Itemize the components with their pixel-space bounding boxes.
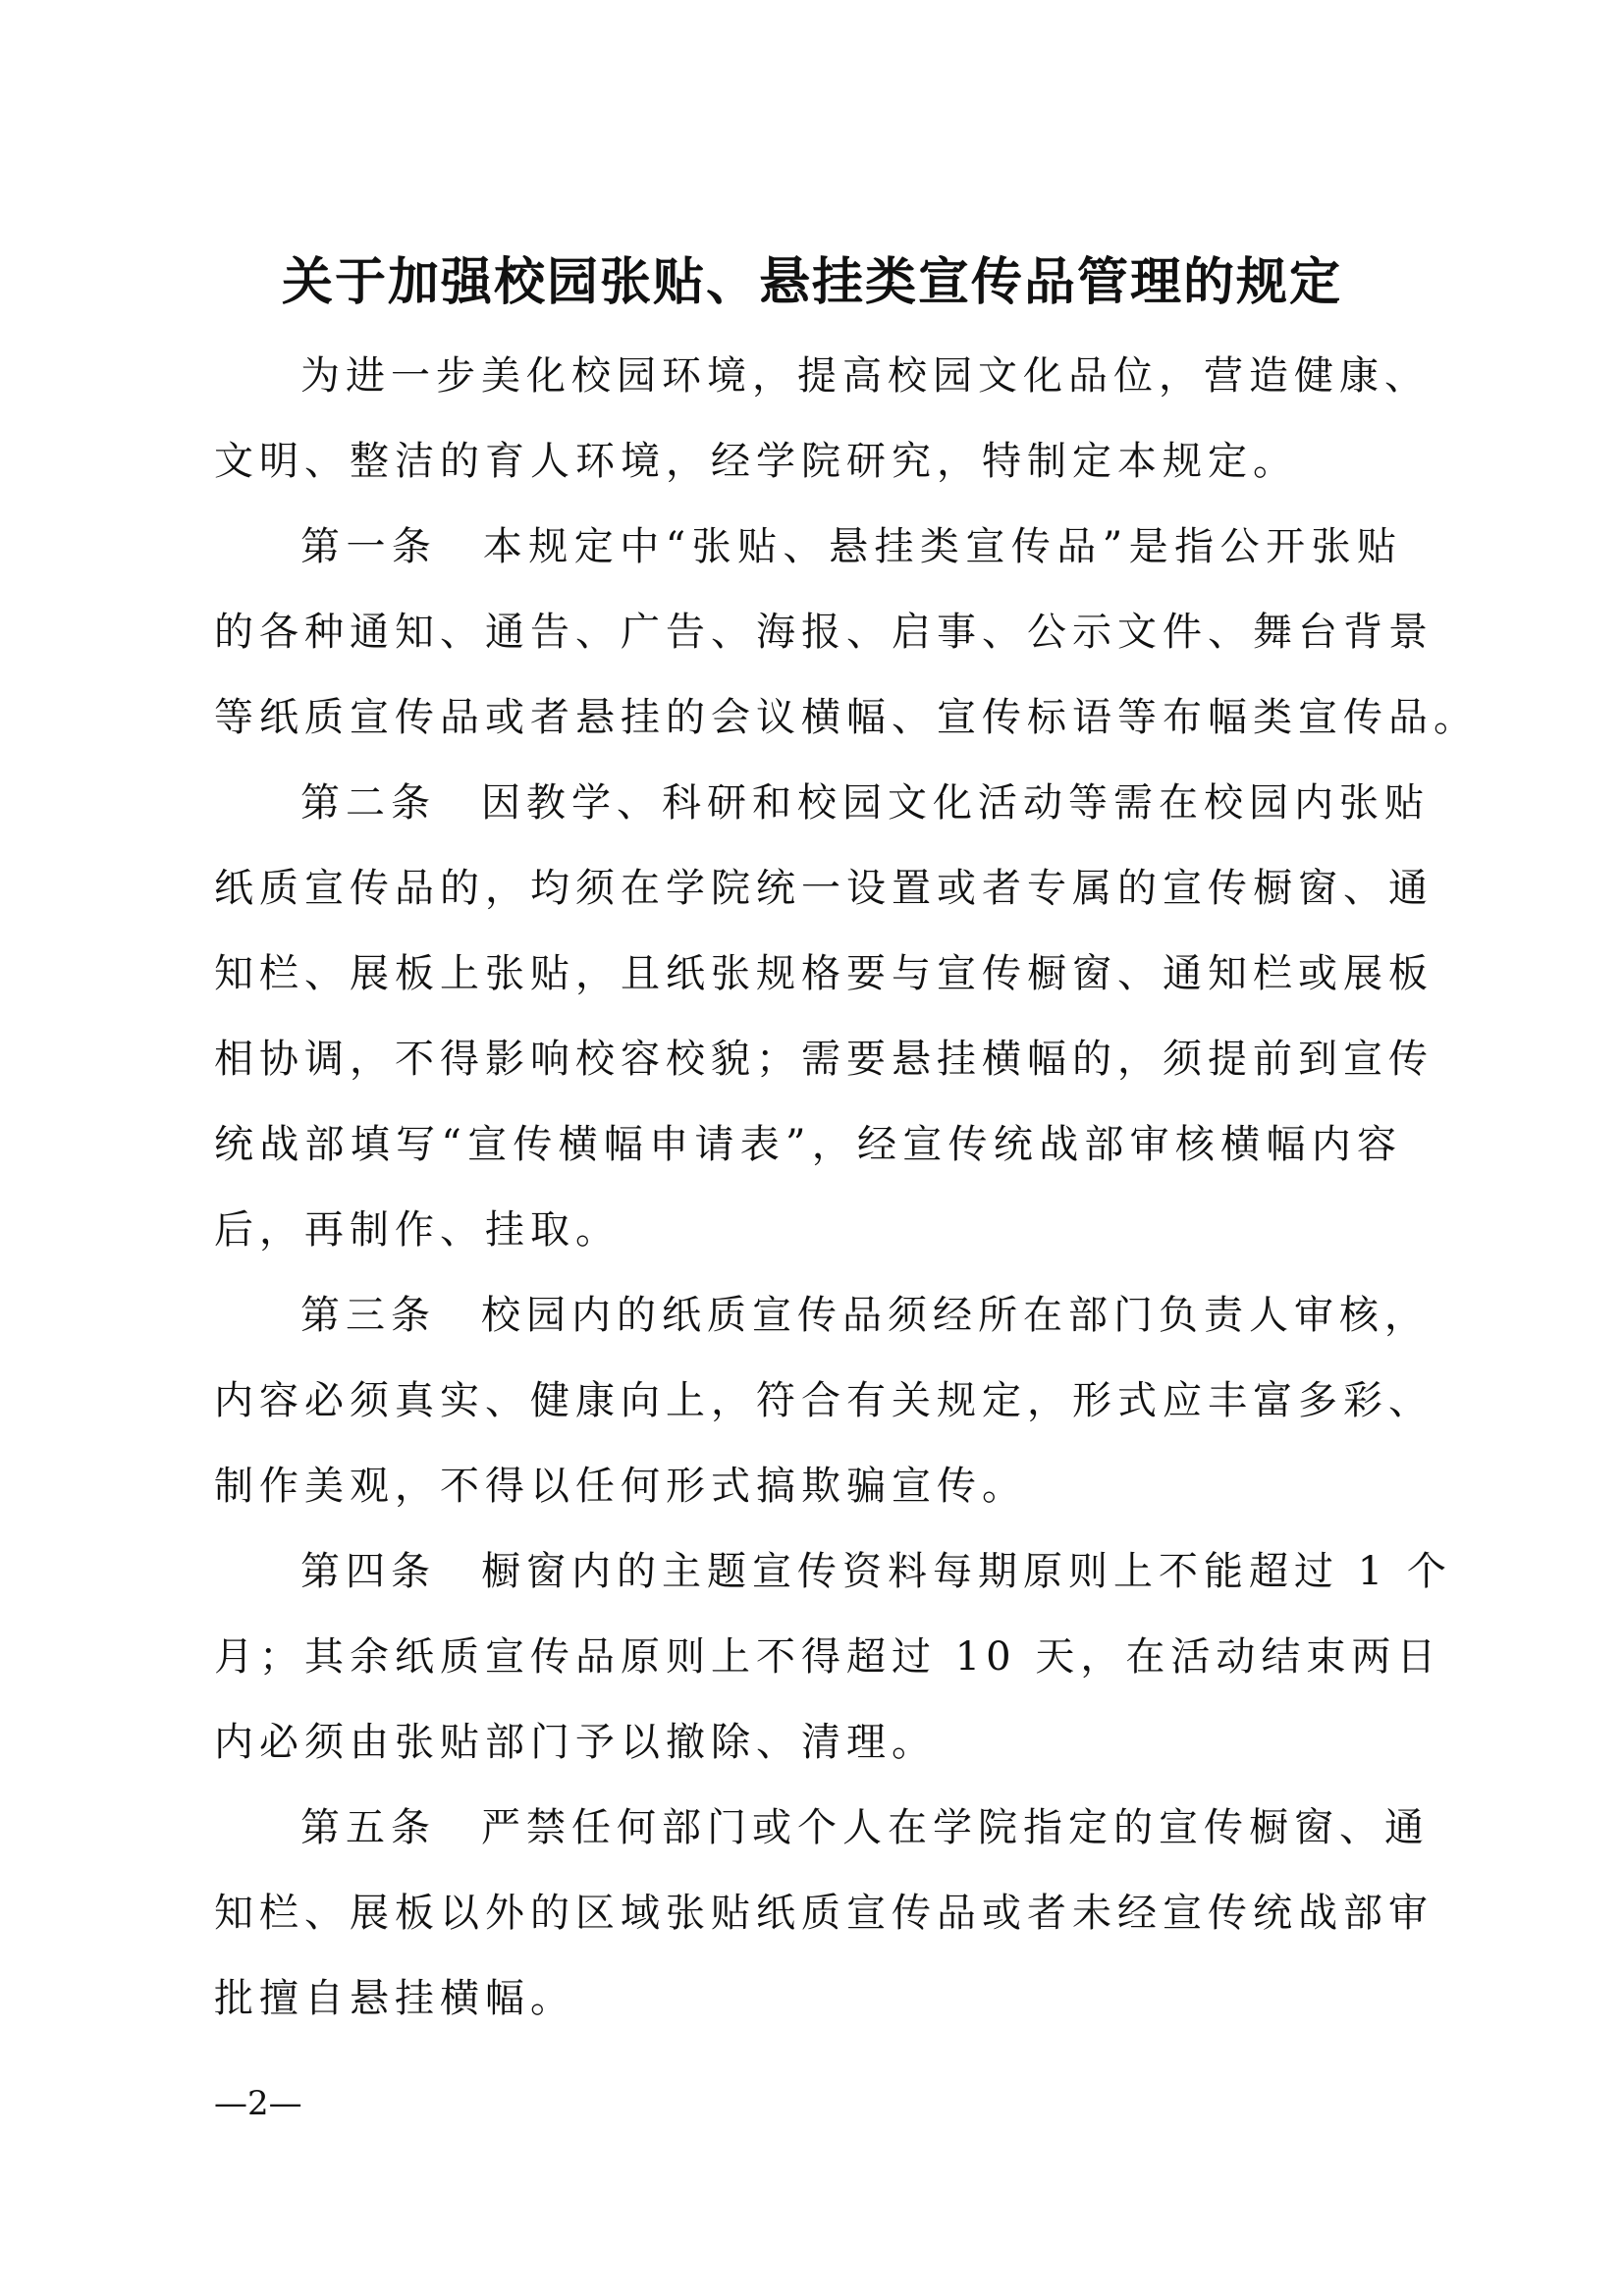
text-line: 知栏、展板上张贴，且纸张规格要与宣传橱窗、通知栏或展板	[214, 951, 1434, 996]
text-line: 第二条 因教学、科研和校园文化活动等需在校园内张贴	[300, 780, 1430, 826]
article-3-paragraph	[214, 1273, 1434, 1529]
text-line: 的各种通知、通告、广告、海报、启事、公示文件、舞台背景	[214, 610, 1434, 655]
text-line: 第三条 校园内的纸质宣传品须经所在部门负责人审核，	[300, 1293, 1430, 1338]
article-5-paragraph	[214, 1786, 1434, 2042]
text-line: 知栏、展板以外的区域张贴纸质宣传品或者未经宣传统战部审	[214, 1891, 1434, 1936]
text-line: 内容必须真实、健康向上，符合有关规定，形式应丰富多彩、	[214, 1378, 1434, 1423]
text-line: 文明、整洁的育人环境，经学院研究，特制定本规定。	[214, 439, 1298, 484]
intro-paragraph	[214, 334, 1430, 505]
text-line: 批擅自悬挂横幅。	[214, 1976, 575, 2021]
text-line: 统战部填写“宣传横幅申请表”，经宣传统战部审核横幅内容	[214, 1122, 1402, 1167]
text-line: 第四条 橱窗内的主题宣传资料每期原则上不能超过 1 个	[300, 1549, 1452, 1594]
text-line: 月；其余纸质宣传品原则上不得超过 10 天，在活动结束两日	[214, 1634, 1442, 1680]
text-line: 为进一步美化校园环境，提高校园文化品位，营造健康、	[300, 353, 1430, 399]
page-number: —2—	[214, 2084, 302, 2123]
text-line: 制作美观，不得以任何形式搞欺骗宣传。	[214, 1464, 1027, 1509]
article-1-paragraph	[214, 505, 1479, 761]
text-line: 相协调，不得影响校容校貌；需要悬挂横幅的，须提前到宣传	[214, 1037, 1434, 1082]
text-line: 内必须由张贴部门予以撤除、清理。	[214, 1720, 937, 1765]
article-2-paragraph	[214, 761, 1434, 1273]
document-body	[214, 334, 1479, 2042]
text-line: 纸质宣传品的，均须在学院统一设置或者专属的宣传橱窗、通	[214, 866, 1434, 911]
text-line: 等纸质宣传品或者悬挂的会议横幅、宣传标语等布幅类宣传品。	[214, 695, 1479, 740]
text-line: 后，再制作、挂取。	[214, 1207, 621, 1253]
article-4-paragraph	[214, 1529, 1452, 1786]
text-line: 第一条 本规定中“张贴、悬挂类宣传品”是指公开张贴	[300, 524, 1402, 569]
document-title: 关于加强校园张贴、悬挂类宣传品管理的规定	[281, 251, 1342, 312]
text-line: 第五条 严禁任何部门或个人在学院指定的宣传橱窗、通	[300, 1805, 1430, 1850]
